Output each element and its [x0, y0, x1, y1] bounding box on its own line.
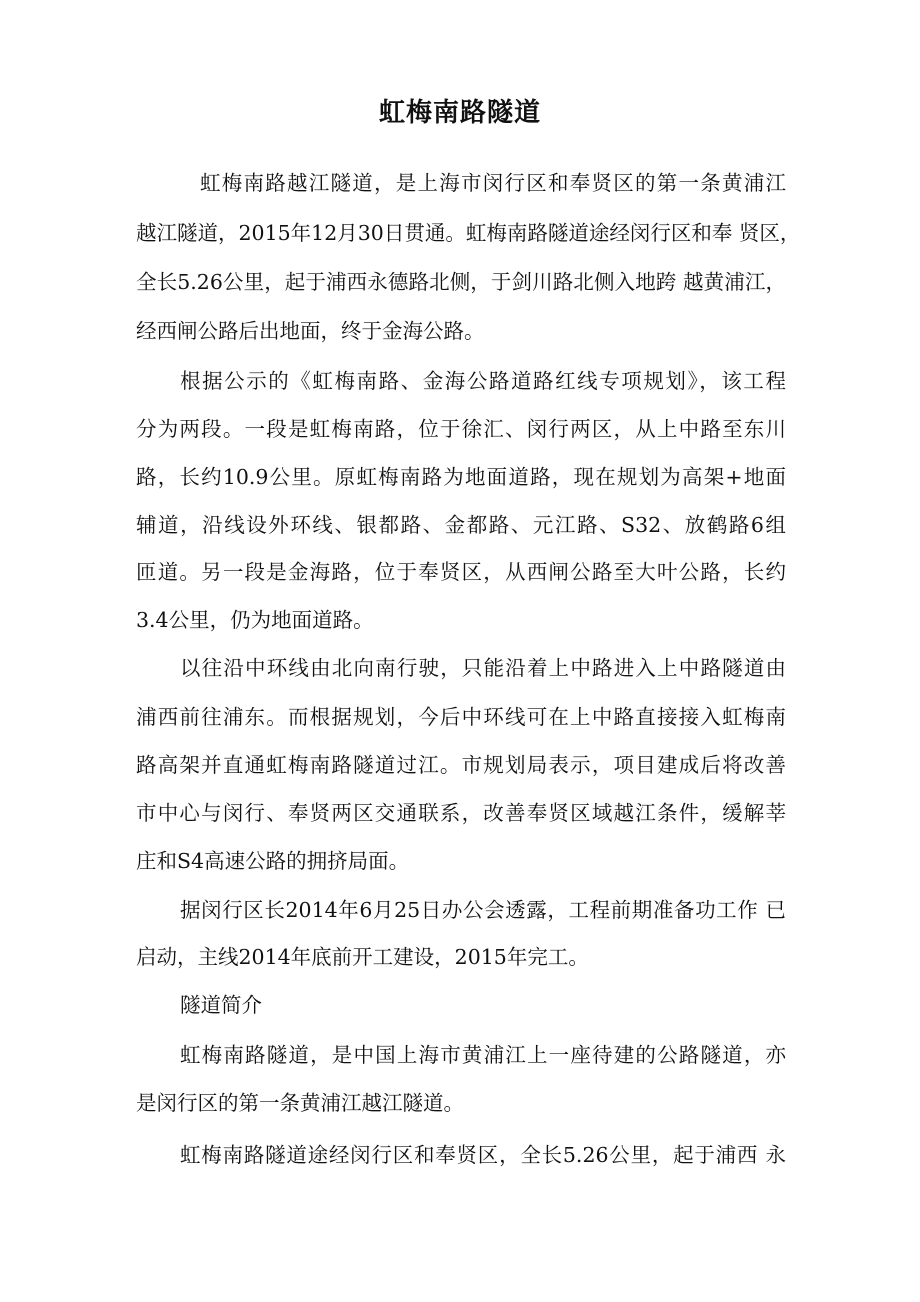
paragraph-line: 路高架并直通虹梅南路隧道过江。市规划局表示，项目建成后将改善	[136, 753, 786, 777]
paragraph-line: 根据公示的《虹梅南路、金海公路道路红线专项规划》，该工程	[180, 369, 786, 393]
paragraph-line: 匝道。另一段是金海路，位于奉贤区，从西闸公路至大叶公路，长约	[136, 560, 786, 584]
paragraph-line: 越江隧道，2015年12月30日贯通。虹梅南路隧道途经闵行区和奉 贤区，	[136, 221, 801, 245]
paragraph-line: 经西闸公路后出地面，终于金海公路。	[136, 319, 485, 343]
paragraph-line: 是闵行区的第一条黄浦江越江隧道。	[136, 1091, 464, 1115]
paragraph-line: 浦西前往浦东。而根据规划，今后中环线可在上中路直接接入虹梅南	[136, 705, 786, 729]
paragraph-line: 辅道，沿线设外环线、银都路、金都路、元江路、S32、放鹤路6组	[136, 513, 786, 537]
paragraph-line: 虹梅南路越江隧道，是上海市闵行区和奉贤区的第一条黄浦江	[200, 171, 786, 195]
paragraph-line: 庄和S4高速公路的拥挤局面。	[136, 849, 410, 873]
section-heading: 隧道简介	[180, 993, 262, 1017]
paragraph-line: 3.4公里，仍为地面道路。	[136, 608, 374, 632]
paragraph-line: 市中心与闵行、奉贤两区交通联系，改善奉贤区域越江条件，缓解莘	[136, 801, 786, 825]
paragraph-line: 虹梅南路隧道，是中国上海市黄浦江上一座待建的公路隧道，亦	[180, 1043, 786, 1067]
paragraph-line: 路，长约10.9公里。原虹梅南路为地面道路，现在规划为高架+地面	[136, 465, 786, 489]
paragraph-line: 全长5.26公里，起于浦西永德路北侧，于剑川路北侧入地跨 越黄浦江，	[136, 270, 786, 294]
paragraph-line: 分为两段。一段是虹梅南路，位于徐汇、闵行两区，从上中路至东川	[136, 417, 786, 441]
page-title: 虹梅南路隧道	[378, 98, 541, 128]
paragraph-line: 以往沿中环线由北向南行驶，只能沿着上中路进入上中路隧道由	[180, 656, 786, 680]
paragraph-line: 虹梅南路隧道途经闵行区和奉贤区，全长5.26公里，起于浦西 永	[180, 1143, 786, 1167]
paragraph-line: 启动，主线2014年底前开工建设，2015年完工。	[136, 945, 589, 969]
paragraph-line: 据闵行区长2014年6月25日办公会透露，工程前期准备功工作 已	[180, 898, 786, 922]
